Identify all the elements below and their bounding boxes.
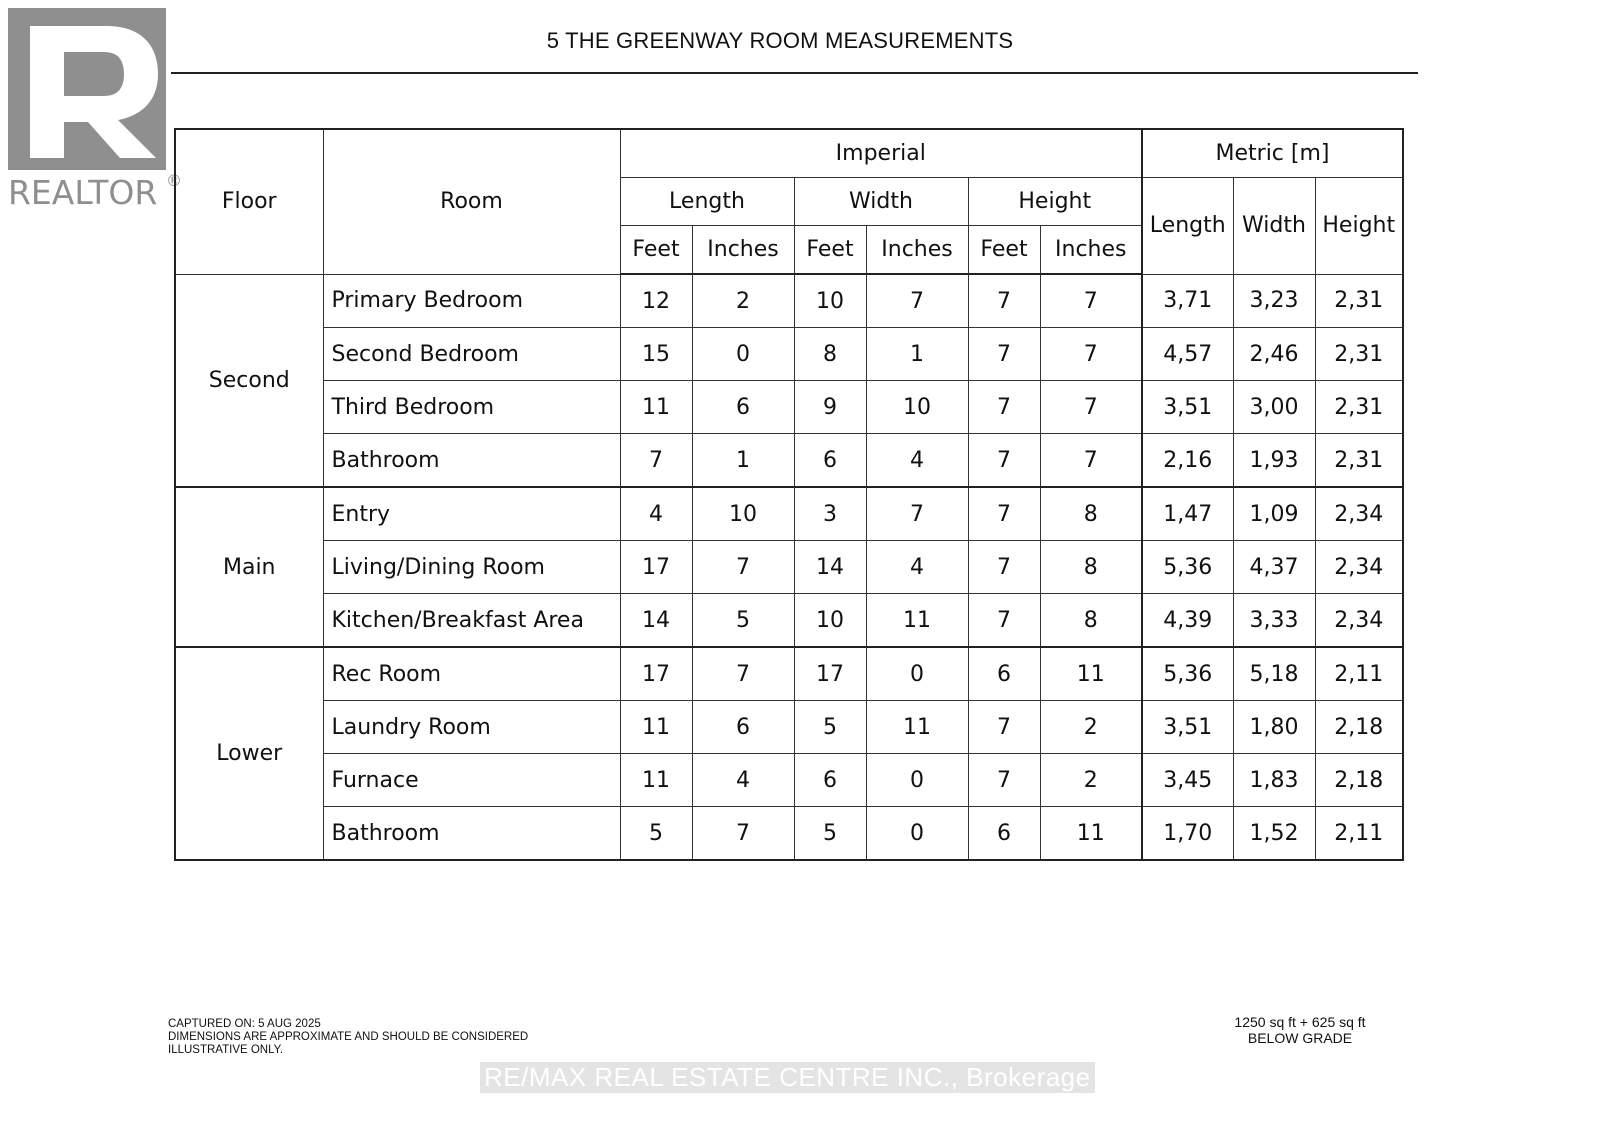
header-imperial-length: Length	[620, 178, 794, 226]
metric-length-cell: 4,57	[1142, 328, 1233, 381]
area-note: BELOW GRADE	[1247, 1030, 1353, 1046]
metric-width-cell: 1,09	[1233, 487, 1315, 541]
width-inches-cell: 7	[866, 274, 968, 328]
length-feet-cell: 7	[620, 434, 692, 488]
height-inches-cell: 7	[1040, 381, 1142, 434]
length-feet-cell: 17	[620, 647, 692, 701]
length-inches-cell: 10	[692, 487, 794, 541]
height-inches-cell: 7	[1040, 434, 1142, 488]
capture-date: CAPTURED ON: 5 AUG 2025	[168, 1018, 321, 1030]
length-feet-cell: 11	[620, 381, 692, 434]
width-feet-cell: 8	[794, 328, 866, 381]
metric-width-cell: 4,37	[1233, 541, 1315, 594]
header-width-feet: Feet	[794, 226, 866, 275]
width-feet-cell: 6	[794, 434, 866, 488]
title-divider	[171, 72, 1418, 74]
floor-cell: Second	[175, 274, 323, 487]
width-inches-cell: 7	[866, 487, 968, 541]
header-height-feet: Feet	[968, 226, 1040, 275]
metric-height-cell: 2,18	[1315, 701, 1403, 754]
page-title: 5 THE GREENWAY ROOM MEASUREMENTS	[546, 28, 1014, 53]
height-inches-cell: 7	[1040, 328, 1142, 381]
metric-length-cell: 5,36	[1142, 647, 1233, 701]
room-name-cell: Primary Bedroom	[323, 274, 620, 328]
metric-height-cell: 2,34	[1315, 541, 1403, 594]
height-feet-cell: 7	[968, 754, 1040, 807]
height-feet-cell: 7	[968, 381, 1040, 434]
height-feet-cell: 7	[968, 274, 1040, 328]
height-feet-cell: 6	[968, 807, 1040, 861]
header-imperial-height: Height	[968, 178, 1142, 226]
length-inches-cell: 5	[692, 594, 794, 648]
disclaimer-line: ILLUSTRATIVE ONLY.	[168, 1044, 284, 1056]
length-inches-cell: 1	[692, 434, 794, 488]
metric-length-cell: 3,51	[1142, 701, 1233, 754]
table-row	[175, 647, 1403, 701]
room-name-cell: Living/Dining Room	[323, 541, 620, 594]
room-name-cell: Kitchen/Breakfast Area	[323, 594, 620, 648]
brokerage-watermark: RE/MAX REAL ESTATE CENTRE INC., Brokerage	[480, 1062, 1095, 1093]
length-feet-cell: 11	[620, 701, 692, 754]
height-feet-cell: 7	[968, 328, 1040, 381]
metric-length-cell: 5,36	[1142, 541, 1233, 594]
metric-length-cell: 1,47	[1142, 487, 1233, 541]
metric-length-cell: 2,16	[1142, 434, 1233, 488]
height-feet-cell: 7	[968, 701, 1040, 754]
length-inches-cell: 6	[692, 381, 794, 434]
width-inches-cell: 0	[866, 807, 968, 861]
height-inches-cell: 2	[1040, 701, 1142, 754]
room-name-cell: Furnace	[323, 754, 620, 807]
width-inches-cell: 11	[866, 594, 968, 648]
metric-length-cell: 4,39	[1142, 594, 1233, 648]
height-inches-cell: 11	[1040, 647, 1142, 701]
width-feet-cell: 10	[794, 274, 866, 328]
width-feet-cell: 6	[794, 754, 866, 807]
room-name-cell: Laundry Room	[323, 701, 620, 754]
metric-width-cell: 2,46	[1233, 328, 1315, 381]
header-length-feet: Feet	[620, 226, 692, 275]
metric-width-cell: 1,83	[1233, 754, 1315, 807]
floor-cell: Main	[175, 487, 323, 647]
height-inches-cell: 2	[1040, 754, 1142, 807]
width-inches-cell: 0	[866, 647, 968, 701]
header-imperial-width: Width	[794, 178, 968, 226]
height-feet-cell: 7	[968, 487, 1040, 541]
header-metric-length: Length	[1142, 178, 1233, 275]
header-width-inches: Inches	[866, 226, 968, 275]
height-inches-cell: 11	[1040, 807, 1142, 861]
width-inches-cell: 4	[866, 541, 968, 594]
room-measurements-table	[174, 128, 1404, 861]
height-inches-cell: 7	[1040, 274, 1142, 328]
length-inches-cell: 6	[692, 701, 794, 754]
disclaimer-line: DIMENSIONS ARE APPROXIMATE AND SHOULD BE CONSIDERED	[168, 1031, 529, 1043]
width-feet-cell: 5	[794, 807, 866, 861]
length-inches-cell: 4	[692, 754, 794, 807]
area-summary	[1160, 1014, 1440, 1046]
header-floor: Floor	[175, 129, 323, 274]
metric-height-cell: 2,31	[1315, 274, 1403, 328]
metric-length-cell: 3,45	[1142, 754, 1233, 807]
room-name-cell: Bathroom	[323, 807, 620, 861]
table-body	[175, 274, 1403, 860]
length-inches-cell: 7	[692, 647, 794, 701]
width-inches-cell: 10	[866, 381, 968, 434]
length-feet-cell: 4	[620, 487, 692, 541]
height-feet-cell: 7	[968, 434, 1040, 488]
table-row	[175, 754, 1403, 807]
length-inches-cell: 0	[692, 328, 794, 381]
metric-height-cell: 2,34	[1315, 487, 1403, 541]
metric-width-cell: 3,00	[1233, 381, 1315, 434]
length-feet-cell: 15	[620, 328, 692, 381]
width-feet-cell: 14	[794, 541, 866, 594]
height-feet-cell: 6	[968, 647, 1040, 701]
header-length-inches: Inches	[692, 226, 794, 275]
table-row	[175, 541, 1403, 594]
capture-disclaimer	[168, 1018, 528, 1057]
header-imperial: Imperial	[620, 129, 1142, 178]
metric-height-cell: 2,31	[1315, 328, 1403, 381]
width-inches-cell: 4	[866, 434, 968, 488]
room-name-cell: Third Bedroom	[323, 381, 620, 434]
floor-cell: Lower	[175, 647, 323, 860]
table-row	[175, 434, 1403, 488]
metric-height-cell: 2,31	[1315, 381, 1403, 434]
metric-width-cell: 1,80	[1233, 701, 1315, 754]
metric-width-cell: 3,23	[1233, 274, 1315, 328]
table-row	[175, 381, 1403, 434]
registered-mark: ®	[166, 171, 182, 190]
width-inches-cell: 0	[866, 754, 968, 807]
width-feet-cell: 17	[794, 647, 866, 701]
table-row	[175, 487, 1403, 541]
metric-height-cell: 2,34	[1315, 594, 1403, 648]
table-row	[175, 701, 1403, 754]
width-inches-cell: 11	[866, 701, 968, 754]
table-row	[175, 274, 1403, 328]
width-feet-cell: 9	[794, 381, 866, 434]
header-room: Room	[323, 129, 620, 274]
metric-length-cell: 1,70	[1142, 807, 1233, 861]
table-row	[175, 594, 1403, 648]
length-feet-cell: 11	[620, 754, 692, 807]
metric-height-cell: 2,18	[1315, 754, 1403, 807]
realtor-logo	[8, 8, 182, 218]
width-inches-cell: 1	[866, 328, 968, 381]
table-row	[175, 328, 1403, 381]
height-feet-cell: 7	[968, 594, 1040, 648]
metric-length-cell: 3,71	[1142, 274, 1233, 328]
height-inches-cell: 8	[1040, 541, 1142, 594]
metric-height-cell: 2,11	[1315, 807, 1403, 861]
header-metric: Metric [m]	[1142, 129, 1403, 178]
metric-width-cell: 1,93	[1233, 434, 1315, 488]
metric-width-cell: 1,52	[1233, 807, 1315, 861]
metric-length-cell: 3,51	[1142, 381, 1233, 434]
room-name-cell: Entry	[323, 487, 620, 541]
height-inches-cell: 8	[1040, 487, 1142, 541]
length-inches-cell: 7	[692, 807, 794, 861]
header-height-inches: Inches	[1040, 226, 1142, 275]
length-inches-cell: 7	[692, 541, 794, 594]
length-feet-cell: 5	[620, 807, 692, 861]
metric-width-cell: 3,33	[1233, 594, 1315, 648]
metric-height-cell: 2,31	[1315, 434, 1403, 488]
room-name-cell: Second Bedroom	[323, 328, 620, 381]
width-feet-cell: 5	[794, 701, 866, 754]
realtor-wordmark: REALTOR	[8, 173, 158, 212]
width-feet-cell: 3	[794, 487, 866, 541]
table-row	[175, 807, 1403, 861]
area-total: 1250 sq ft + 625 sq ft	[1234, 1014, 1366, 1030]
metric-width-cell: 5,18	[1233, 647, 1315, 701]
metric-height-cell: 2,11	[1315, 647, 1403, 701]
width-feet-cell: 10	[794, 594, 866, 648]
length-feet-cell: 17	[620, 541, 692, 594]
height-feet-cell: 7	[968, 541, 1040, 594]
length-inches-cell: 2	[692, 274, 794, 328]
room-name-cell: Rec Room	[323, 647, 620, 701]
height-inches-cell: 8	[1040, 594, 1142, 648]
header-metric-height: Height	[1315, 178, 1403, 275]
length-feet-cell: 14	[620, 594, 692, 648]
header-metric-width: Width	[1233, 178, 1315, 275]
room-name-cell: Bathroom	[323, 434, 620, 488]
length-feet-cell: 12	[620, 274, 692, 328]
